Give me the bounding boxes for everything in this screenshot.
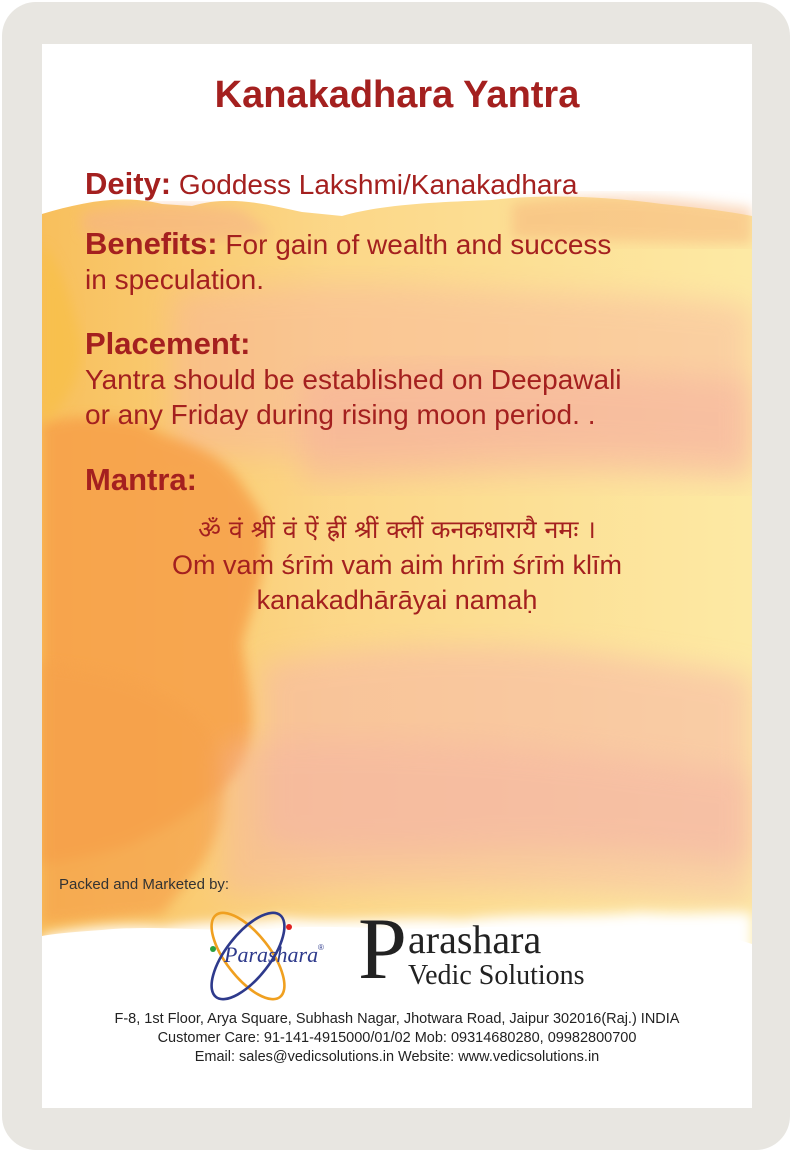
- placement-line1: Yantra should be established on Deepawali: [85, 364, 622, 395]
- brand-initial: P: [358, 901, 407, 998]
- orbit-logo-icon: [200, 908, 340, 1004]
- mantra-text: [42, 512, 752, 618]
- address-line: F-8, 1st Floor, Arya Square, Subhash Nagar, Jhotwara Road, Jaipur 302016(Raj.) INDIA: [114, 1011, 680, 1027]
- brand-name: arashara: [408, 917, 542, 962]
- packed-by-label: Packed and Marketed by:: [59, 876, 230, 893]
- mantra-transliteration-line1: Oṁ vaṁ śrīṁ vaṁ aiṁ hrīṁ śrīṁ klīṁ: [172, 550, 622, 580]
- logo-text: Parashara: [224, 942, 319, 967]
- placement-line2: or any Friday during rising moon period. .: [85, 399, 596, 430]
- web-line: Email: sales@vedicsolutions.in Website: www.vedicsolutions.in: [194, 1049, 600, 1065]
- benefits-label: Benefits:: [85, 226, 218, 261]
- card-content: [42, 44, 752, 1108]
- benefits-section: [85, 226, 725, 297]
- card-panel: [42, 44, 752, 1108]
- parashara-logo: [200, 908, 340, 1004]
- benefits-value: For gain of wealth and success: [217, 229, 612, 260]
- page-title: Kanakadhara Yantra: [214, 74, 580, 116]
- placement-label: Placement:: [85, 326, 251, 361]
- contact-line: Customer Care: 91-141-4915000/01/02 Mob: 09314680280, 09982800700: [157, 1030, 637, 1046]
- placement-section: [85, 326, 725, 432]
- mantra-label: Mantra:: [85, 462, 197, 497]
- mantra-transliteration-line2: kanakadhārāyai namaḥ: [256, 585, 538, 615]
- deity-value: Goddess Lakshmi/Kanakadhara: [171, 169, 578, 200]
- registered-mark: ®: [318, 943, 324, 952]
- deity-section: [85, 166, 725, 202]
- mantra-devanagari: ॐ वं श्रीं वं ऐं ह्रीं श्रीं क्लीं कनकधारायै नमः ।: [198, 515, 596, 544]
- deity-label: Deity:: [85, 166, 172, 201]
- benefits-value-line2: in speculation.: [85, 264, 265, 295]
- brand-wordmark: [358, 901, 658, 1000]
- mantra-section: [85, 462, 725, 498]
- brand-subtitle: Vedic Solutions: [408, 960, 585, 991]
- contact-footer: [42, 1010, 752, 1067]
